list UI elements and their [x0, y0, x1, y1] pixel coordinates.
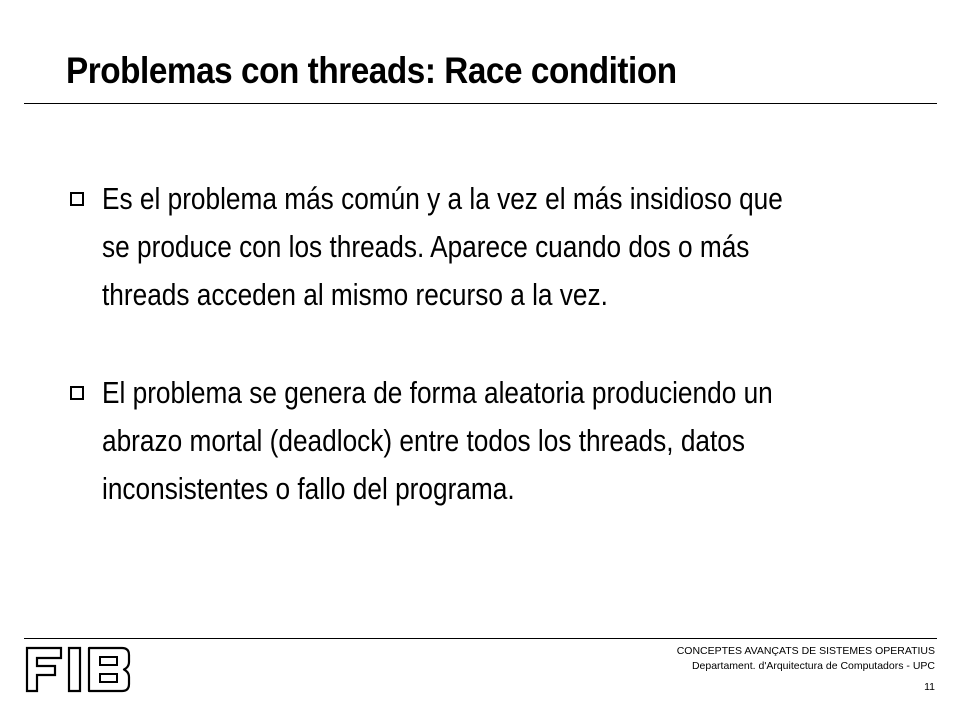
- bullet-text: Es el problema más común y a la vez el más insidioso que se produce con los threads. Aparece cuando dos o más threads acceden al mismo recurso a la vez.: [102, 182, 783, 312]
- footer-department: Departament. d'Arquitectura de Computadors - UPC: [691, 660, 935, 672]
- title-divider: [24, 103, 937, 104]
- fib-logo: [25, 646, 131, 693]
- hollow-square-bullet-icon: [70, 192, 84, 206]
- hollow-square-bullet-icon: [70, 386, 84, 400]
- page-number: 11: [924, 681, 935, 693]
- slide-title: Problemas con threads: Race condition: [66, 50, 677, 91]
- footer-divider: [24, 638, 937, 639]
- bullet-text: El problema se genera de forma aleatoria produciendo un abrazo mortal (deadlock) entre todos los threads, datos inconsistentes o fallo del programa.: [102, 376, 773, 506]
- footer-course-name: CONCEPTES AVANÇATS DE SISTEMES OPERATIUS: [676, 645, 935, 657]
